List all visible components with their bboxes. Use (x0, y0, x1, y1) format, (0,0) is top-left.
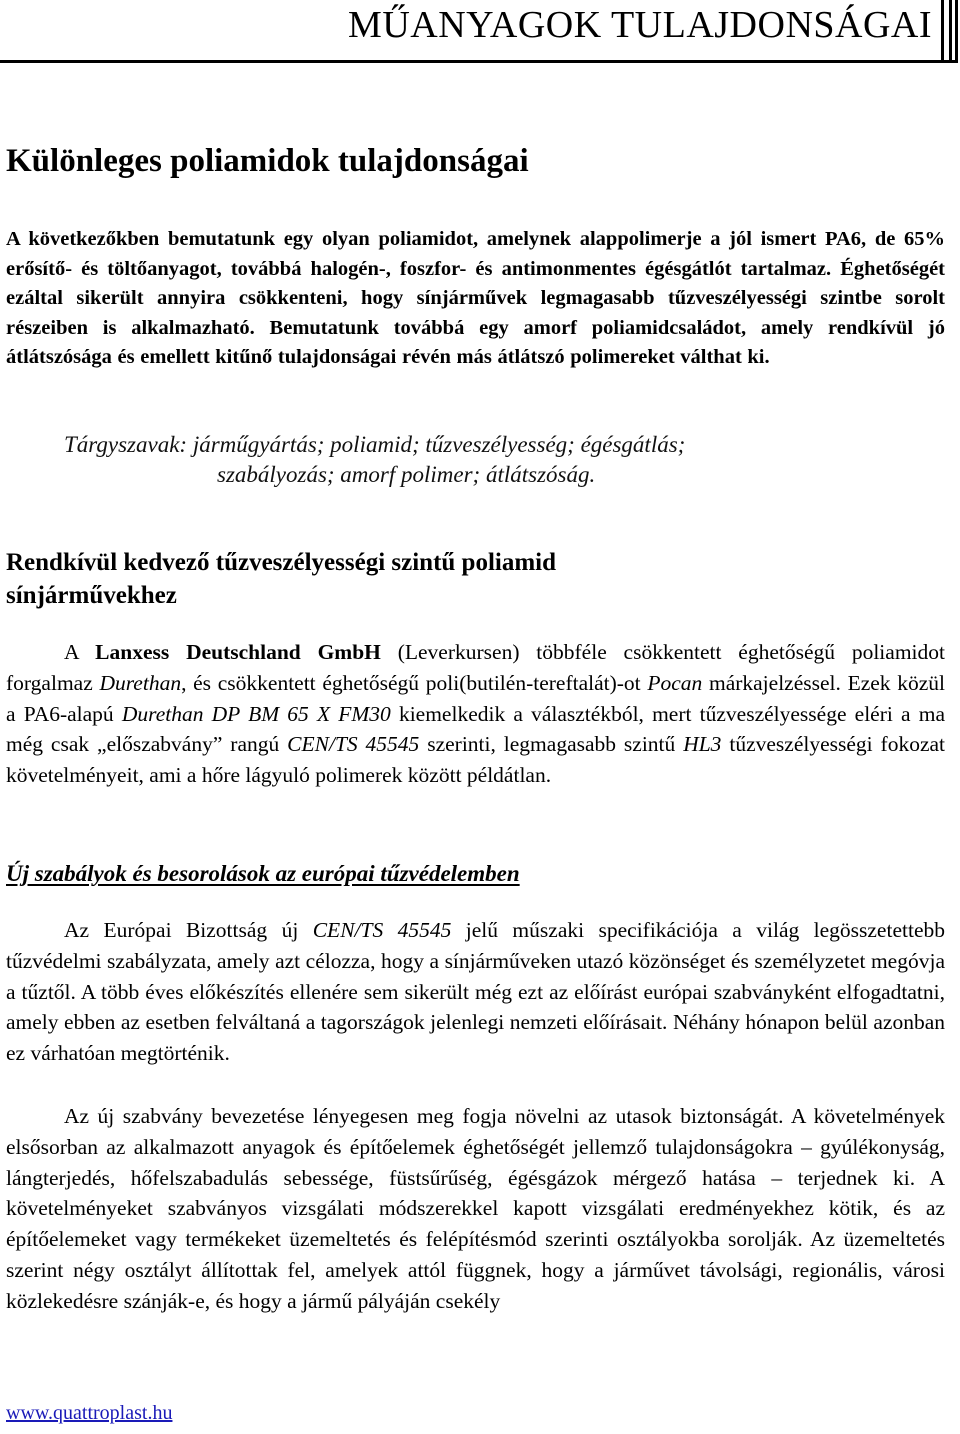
text-run: tűzveszélyességi fokozat követelményeit, ami a hőre lágyuló polimerek között példátlan. (6, 732, 945, 788)
header-rule (0, 60, 958, 63)
standard-code: CEN/TS 45545 (287, 732, 420, 757)
subheading: Új szabályok és besorolások az európai tűzvédelemben (6, 861, 520, 886)
text-run: (Leverkursen) többféle csökkentett éghetőségű poliamidot forgalmaz (6, 640, 945, 695)
hazard-level: HL3 (683, 732, 722, 757)
keywords-line-1: Tárgyszavak: járműgyártás; poliamid; tűzveszélyesség; égésgátlás; (64, 432, 686, 457)
running-header-title: MŰANYAGOK TULAJDONSÁGAI (348, 4, 932, 46)
text-run: kiemelkedik a választékból, mert tűzveszélyessége eléri a ma még csak „előszabvány” rangú (6, 701, 945, 757)
product-grade: Durethan DP BM 65 X FM30 (121, 701, 391, 726)
keywords-line-2: szabályozás; amorf polimer; átlátszóság. (217, 462, 596, 487)
text-run: szerinti, legmagasabb szintű (419, 732, 684, 757)
text-run: márkajelzéssel. Ezek közül a PA6-alapú (6, 670, 945, 726)
brand-name: Pocan (647, 670, 703, 695)
header-rule-vertical (949, 0, 952, 63)
text-run: , és csökkentett éghetőségű poli(butilén-tereftalát)-ot (181, 670, 648, 695)
footer-link[interactable]: www.quattroplast.hu (6, 1402, 173, 1424)
header-rule-vertical (955, 0, 958, 63)
standard-code: CEN/TS 45545 (312, 918, 452, 942)
paragraph-2 (6, 915, 945, 1069)
article-title: Különleges poliamidok tulajdonságai (6, 143, 529, 179)
abstract: A következőkben bemutatunk egy olyan poliamidot, amelynek alappolimerje a jól ismert PA6, de 65% erősítő- és töltőanyagot, továbbá halogén-, foszfor- és antimonmentes égésgátlót tartalmaz. Éghetőségét ezáltal sikerült annyira csökkenteni, hogy sínjárművek legmagasabb tűzveszélyességi szintbe sorolt részeiben is alkalmazható. Bemutatunk továbbá egy amorf poliamidcsaládot, amely rendkívül jó átlátszósága és emellett kitűnő tulajdonságai révén más átlátszó polimereket válthat ki. (6, 228, 945, 368)
paragraph-1 (6, 637, 945, 791)
paragraph-3: Az új szabvány bevezetése lényegesen meg fogja növelni az utasok biztonságát. A követelmények elsősorban az alkalmazott anyagok és építőelemek éghetőségét jellemző tulajdonságokra – gyúlékonyság, lángterjedés, hőfelszabadulás sebessége, füstsűrűség, égésgázok mérgező hatása – terjednek ki. A követelményeket szabványos vizsgálati módszerekkel kapott vizsgálati eredményekhez kötik, és az építőelemeket vagy termékeket üzemeltetés és felépítésmód szerinti osztályokba sorolják. Az üzemeltetés szerint négy osztályt állítottak fel, amelyek attól függnek, hogy a járművet távolsági, regionális, városi közlekedésre szánják-e, és hogy a jármű pályáján csekély (6, 1104, 945, 1313)
text-run: A (64, 640, 96, 664)
section-heading: Rendkívül kedvező tűzveszélyességi szintű poliamid sínjárművekhez (6, 549, 557, 609)
brand-name: Durethan (99, 670, 182, 695)
header-rule-vertical (941, 0, 944, 63)
company-name: Lanxess Deutschland GmbH (95, 640, 381, 664)
text-run: jelű műszaki specifikációja a világ legösszetettebb tűzvédelmi szabályzata, amely azt célozza, hogy a sínjárműveken utazó közönséget és személyzetet megóvja a tűztől. A több éves előkészítés ellenére sem sikerült még ezt az előírást európai szabványként elfogadtatni, amely ebben az esetben felváltaná a tagországok jelenlegi nemzeti előírásait. Néhány hónapon belül azonban ez várhatóan megtörténik. (6, 918, 945, 1066)
text-run: Az Európai Bizottság új (64, 918, 313, 942)
